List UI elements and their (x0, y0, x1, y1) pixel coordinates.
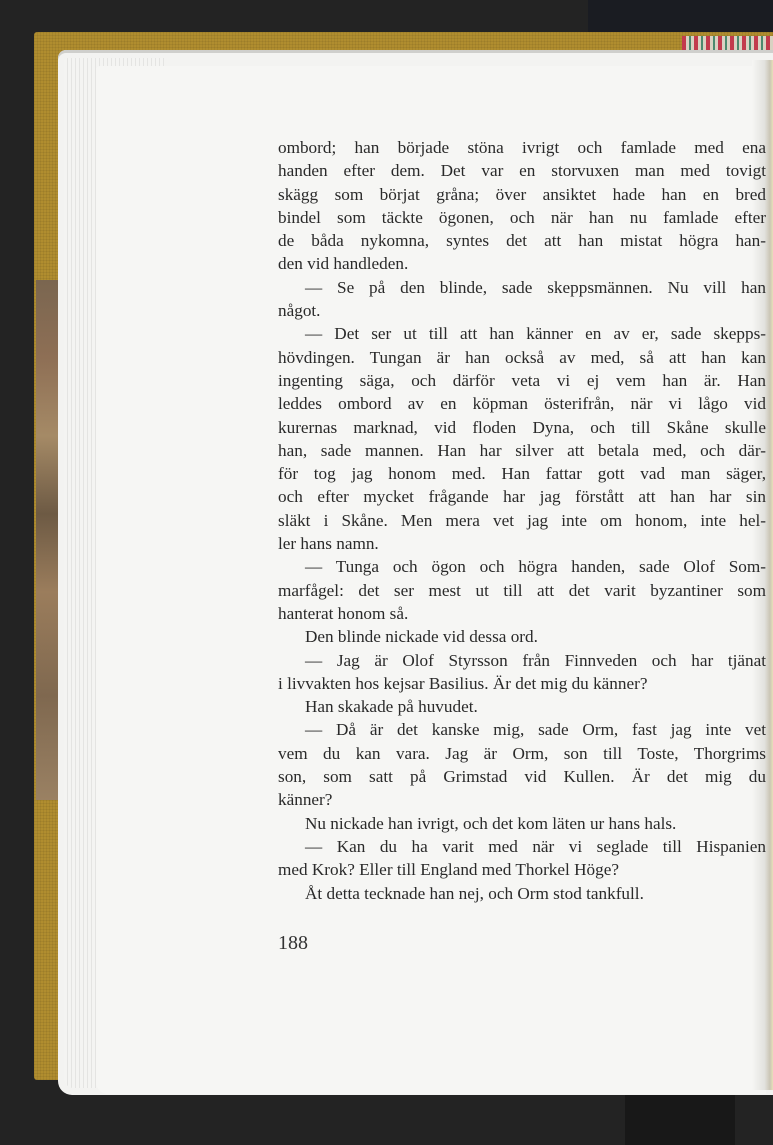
text-line: — Då är det kanske mig, sade Orm, fast jag inte vet (305, 720, 766, 740)
text-line: handen efter dem. Det var en storvuxen man med tovigt (278, 161, 766, 181)
text-line: — Jag är Olof Styrsson från Finnveden och har tjänat (305, 650, 766, 670)
body-text (278, 136, 766, 905)
text-line: släkt i Skåne. Men mera vet jag inte om honom, inte hel- (278, 510, 766, 530)
text-line: ombord; han började stöna ivrigt och famlade med ena (278, 138, 766, 157)
book-headband (682, 36, 773, 50)
page-number: 188 (278, 932, 308, 954)
text-line: kurernas marknad, vid floden Dyna, och till Skåne skulle (278, 417, 766, 437)
text-line: marfågel: det ser mest ut till att det varit byzantiner som (278, 580, 766, 600)
text-line: med Krok? Eller till England med Thorkel Höge? (278, 860, 619, 880)
text-line: för tog jag honom med. Han fattar gott vad man säger, (278, 464, 766, 484)
text-line: känner? (278, 790, 333, 810)
text-line: leddes ombord av en köpman österifrån, när vi lågo vid (278, 394, 766, 414)
text-line: — Tunga och ögon och högra handen, sade Olof Som- (305, 557, 766, 577)
text-line: Den blinde nickade vid dessa ord. (305, 627, 538, 647)
text-line: i livvakten hos kejsar Basilius. Är det mig du känner? (278, 673, 648, 693)
text-line: — Kan du ha varit med när vi seglade till Hispanien (305, 836, 766, 856)
text-line: — Se på den blinde, sade skeppsmännen. Nu vill han (305, 277, 766, 297)
text-line: Han skakade på huvudet. (305, 697, 478, 717)
text-line: han, sade mannen. Han har silver att betala med, och där- (278, 440, 766, 460)
text-line: bindel som täckte ögonen, och när han nu famlade efter (278, 207, 766, 227)
text-line: de båda nykomna, syntes det att han mistat högra han- (278, 231, 766, 251)
text-line: Åt detta tecknade han nej, och Orm stod tankfull. (305, 883, 644, 903)
text-line: och efter mycket frågande har jag förstått att han har sin (278, 487, 766, 507)
text-line: skägg som börjat gråna; över ansiktet hade han en bred (278, 184, 766, 204)
text-line: ler hans namn. (278, 534, 379, 554)
text-line: något. (278, 301, 321, 321)
background-dark-area-bottom (625, 1090, 735, 1145)
marbled-endpaper (36, 280, 60, 800)
text-line: den vid handleden. (278, 254, 409, 274)
text-line: — Det ser ut till att han känner en av er, sade skepps- (305, 324, 766, 344)
text-line: son, som satt på Grimstad vid Kullen. Är det mig du (278, 767, 766, 787)
text-line: hövdingen. Tungan är han också av med, så att han kan (278, 347, 766, 367)
text-line: Nu nickade han ivrigt, och det kom läten ur hans hals. (305, 813, 677, 833)
text-line: hanterat honom så. (278, 603, 409, 623)
text-line: ingenting säga, och därför veta vi ej vem han är. Han (278, 370, 766, 390)
text-line: vem du kan vara. Jag är Orm, son till Toste, Thorgrims (278, 743, 766, 763)
